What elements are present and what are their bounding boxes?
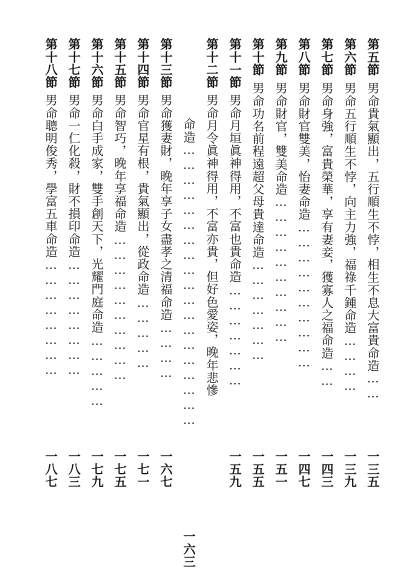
toc-entry (155, 38, 177, 488)
leader-dots: …………………… (67, 258, 81, 379)
section-number: 第十八節 (44, 38, 58, 89)
leader-dots: …… (366, 371, 380, 402)
section-number: 第六節 (343, 38, 357, 76)
toc-entry (224, 38, 246, 488)
section-number: 第八節 (297, 38, 311, 76)
section-number: 第十六節 (90, 38, 104, 89)
section-number: 第五節 (366, 38, 380, 76)
section-number: 第十七節 (67, 38, 81, 89)
section-number: 第七節 (320, 38, 334, 76)
entry-title: 男命智巧，晚年享福命造 (113, 94, 127, 234)
toc-entry (316, 38, 338, 488)
toc-entry (362, 38, 384, 488)
section-number: 第九節 (274, 38, 288, 76)
entry-title: 男命功名前程遠超父母貴達命造 (251, 81, 265, 259)
page-number: 一三五 (366, 450, 380, 488)
section-number: 第十節 (251, 38, 265, 76)
page-number: 一五五 (251, 450, 265, 488)
entry-title: 男命五行順生不悖，向主力強，福祿千鍾命造 (343, 81, 357, 334)
leader-dots: …………… (90, 333, 104, 409)
entry-title: 男命財官雙美，怡妻命造 (297, 81, 311, 221)
page-number: 一四七 (297, 450, 311, 488)
leader-dots: ………………………… (274, 195, 288, 346)
entry-title: 男命白手成家，雙手創天下，光耀門庭命造 (90, 94, 104, 334)
entry-title: 男命月垣眞神得用，不富也貴命造 (228, 94, 242, 284)
page-number: 一六三 (182, 530, 196, 568)
leader-dots: …… (320, 359, 334, 390)
toc-entry (293, 38, 315, 488)
leader-dots: ………………………… (113, 233, 127, 384)
toc-entry (339, 38, 361, 488)
leader-dots: ………… (343, 333, 357, 394)
toc-entry (40, 38, 62, 488)
leader-dots: ………………………………………………… (182, 143, 196, 429)
page-number: 一七一 (136, 450, 150, 488)
page-number: 一八七 (44, 450, 58, 488)
page-number: 一五九 (228, 450, 242, 488)
leader-dots: ………… (159, 321, 173, 382)
toc-entry (63, 38, 85, 488)
entry-title: 男命官星有根，貴氣顯出，從政命造 (136, 94, 150, 297)
page-number: 一五一 (274, 450, 288, 488)
leader-dots: ………………………… (297, 220, 311, 371)
page-number: 一三九 (343, 450, 357, 488)
page-number: 一七九 (90, 450, 104, 488)
toc-entry (132, 38, 154, 488)
entry-title: 男命一仁化殺，財不損印命造 (67, 94, 81, 259)
toc-entry (201, 38, 223, 488)
leader-dots: …………… (136, 296, 150, 372)
page-number: 一七五 (113, 450, 127, 488)
entry-title: 男命聰明俊秀，學富五車命造 (44, 94, 58, 259)
toc-entry (86, 38, 108, 488)
leader-dots: ………………… (251, 258, 265, 364)
entry-title: 男命身強，富貴榮華，享有妻妾，獲寡人之福命造 (320, 81, 334, 360)
entry-title: 男命月令眞神得用，不富亦貴，但好色愛姿，晚年悲慘 (205, 94, 219, 397)
entry-title: 男命財官，雙美命造 (274, 81, 288, 196)
section-number: 第十三節 (159, 38, 173, 89)
leader-dots: ………………… (228, 283, 242, 389)
entry-title: 命造 (182, 118, 196, 144)
section-number: 第十五節 (113, 38, 127, 89)
page-number: 一六七 (159, 450, 173, 488)
section-number: 第十二節 (205, 38, 219, 89)
toc-entry-continuation (178, 118, 200, 568)
toc-entry (270, 38, 292, 488)
leader-dots: …………………… (44, 258, 58, 379)
toc-entry (109, 38, 131, 488)
section-number: 第十一節 (228, 38, 242, 89)
page-number: 一四三 (320, 450, 334, 488)
entry-title: 男命獲妻財，晚年享子女盡孝之清福命造 (159, 94, 173, 322)
section-number: 第十四節 (136, 38, 150, 89)
page-number: 一八三 (67, 450, 81, 488)
entry-title: 男命貴氣顯出，五行順生不悖，相生不息大富貴命造 (366, 81, 380, 372)
toc-entry (247, 38, 269, 488)
